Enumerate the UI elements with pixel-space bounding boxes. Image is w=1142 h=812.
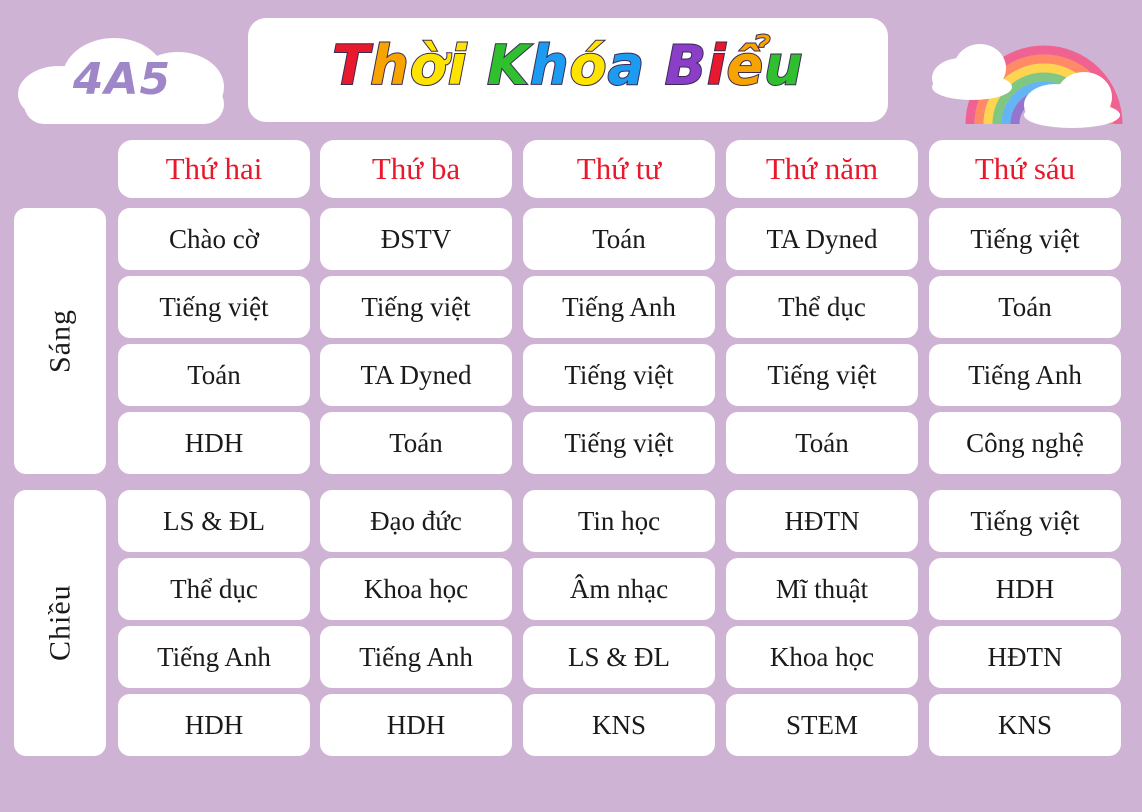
title-letter-9 xyxy=(645,34,665,97)
title-letter-0: T xyxy=(332,34,371,97)
day-header-1: Thứ hai xyxy=(118,140,310,198)
session-label-1: Sáng xyxy=(14,208,106,474)
subject-cell: Tiếng việt xyxy=(726,344,918,406)
title-letter-8: a xyxy=(607,34,646,97)
subject-cell: Tiếng việt xyxy=(929,208,1121,270)
subject-cell: Tiếng việt xyxy=(929,490,1121,552)
title-letter-12: ể xyxy=(726,34,765,97)
subject-cell: KNS xyxy=(929,694,1121,756)
subject-cell: Chào cờ xyxy=(118,208,310,270)
page-header xyxy=(0,0,1142,136)
cloud-base xyxy=(932,74,1012,100)
subject-cell: Toán xyxy=(320,412,512,474)
title-card xyxy=(248,18,888,122)
title-letter-1: h xyxy=(370,34,410,97)
title-letter-5: K xyxy=(487,34,530,97)
subject-cell: Khoa học xyxy=(726,626,918,688)
subject-cell: HDH xyxy=(118,412,310,474)
subject-cell: HDH xyxy=(929,558,1121,620)
day-header-5: Thứ sáu xyxy=(929,140,1121,198)
subject-cell: HĐTN xyxy=(929,626,1121,688)
subject-cell: Tiếng việt xyxy=(523,412,715,474)
title-letter-4 xyxy=(467,34,487,97)
subject-cell: Toán xyxy=(118,344,310,406)
title-letter-11: i xyxy=(707,34,727,97)
day-header-3: Thứ tư xyxy=(523,140,715,198)
subject-cell: LS & ĐL xyxy=(118,490,310,552)
day-header-4: Thứ năm xyxy=(726,140,918,198)
subject-cell: Khoa học xyxy=(320,558,512,620)
page-title xyxy=(248,34,888,97)
subject-cell: Tiếng Anh xyxy=(929,344,1121,406)
title-letter-6: h xyxy=(530,34,570,97)
day-header-2: Thứ ba xyxy=(320,140,512,198)
subject-cell: Tiếng Anh xyxy=(523,276,715,338)
subject-cell: Đạo đức xyxy=(320,490,512,552)
rainbow-decoration xyxy=(932,6,1124,130)
subject-cell: STEM xyxy=(726,694,918,756)
subject-cell: Công nghệ xyxy=(929,412,1121,474)
title-letter-13: u xyxy=(764,34,804,97)
class-badge xyxy=(14,28,230,120)
subject-cell: Tiếng Anh xyxy=(320,626,512,688)
subject-cell: Toán xyxy=(726,412,918,474)
subject-cell: TA Dyned xyxy=(726,208,918,270)
subject-cell: Mĩ thuật xyxy=(726,558,918,620)
subject-cell: Âm nhạc xyxy=(523,558,715,620)
cloud-base xyxy=(1024,102,1120,128)
title-letter-10: B xyxy=(664,34,707,97)
subject-cell: Thể dục xyxy=(118,558,310,620)
subject-cell: HDH xyxy=(118,694,310,756)
subject-cell: Tiếng Anh xyxy=(118,626,310,688)
subject-cell: Tiếng việt xyxy=(118,276,310,338)
subject-cell: Tiếng việt xyxy=(523,344,715,406)
title-letter-3: i xyxy=(447,34,468,97)
subject-cell: HDH xyxy=(320,694,512,756)
subject-cell: LS & ĐL xyxy=(523,626,715,688)
subject-cell: Thể dục xyxy=(726,276,918,338)
subject-cell: Toán xyxy=(523,208,715,270)
title-letter-7: ó xyxy=(569,34,608,97)
title-letter-2: ờ xyxy=(409,34,448,97)
class-name: 4A5 xyxy=(72,54,172,105)
subject-cell: HĐTN xyxy=(726,490,918,552)
subject-cell: Toán xyxy=(929,276,1121,338)
session-label-2: Chiều xyxy=(14,490,106,756)
subject-cell: TA Dyned xyxy=(320,344,512,406)
subject-cell: Tiếng việt xyxy=(320,276,512,338)
subject-cell: KNS xyxy=(523,694,715,756)
subject-cell: Tin học xyxy=(523,490,715,552)
subject-cell: ĐSTV xyxy=(320,208,512,270)
